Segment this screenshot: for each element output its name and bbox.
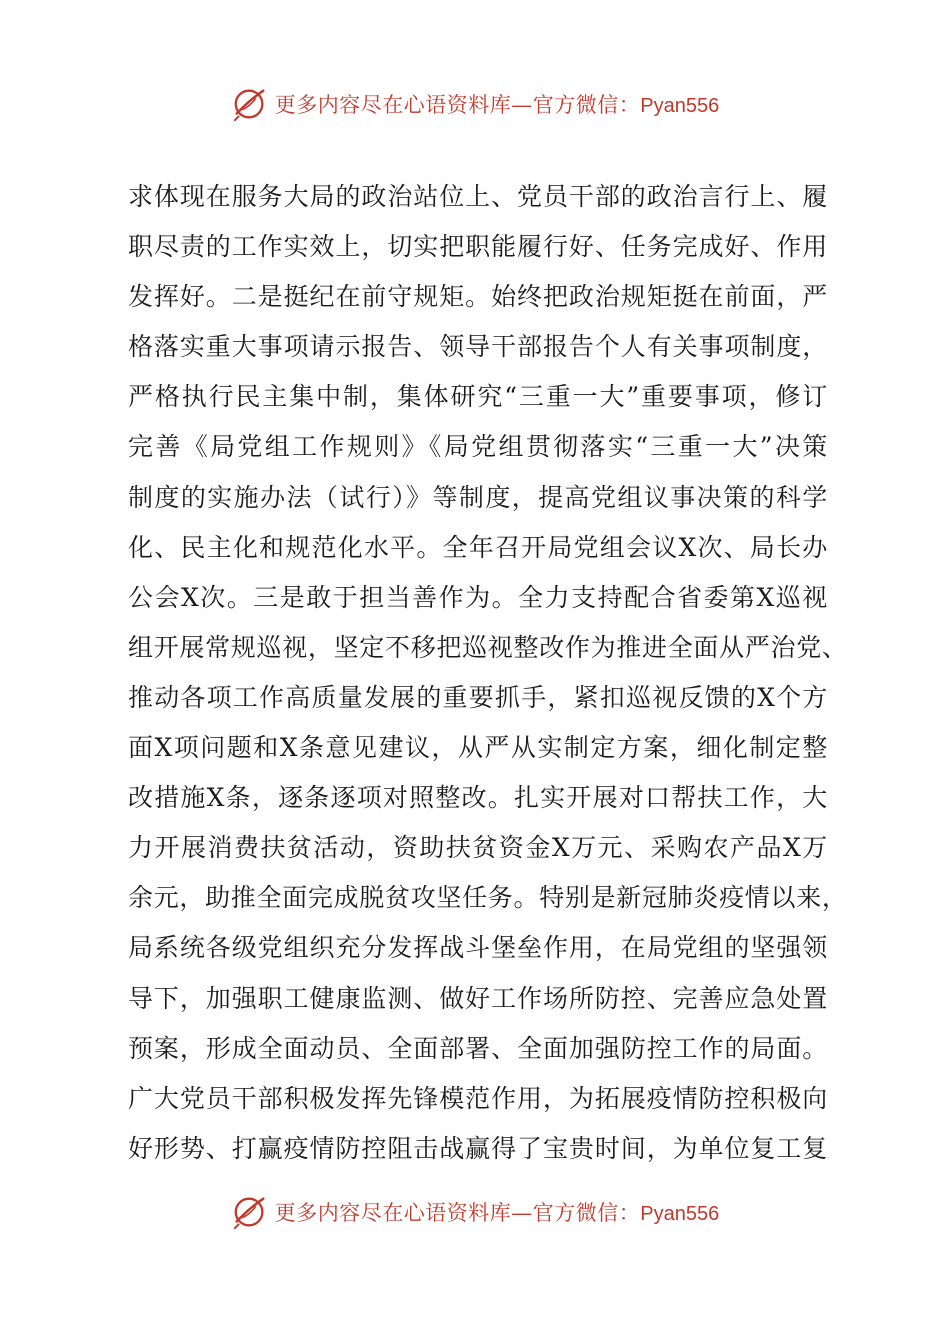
paragraph-line: 制度的实施办法（试行）》等制度，提高党组议事决策的科学 [128, 482, 828, 512]
paragraph-line: 格落实重大事项请示报告、领导干部报告个人有关事项制度， [128, 332, 828, 362]
paragraph-line: 职尽责的工作实效上，切实把职能履行好、任务完成好、作用 [128, 232, 828, 262]
watermark-text: 更多内容尽在心语资料库—官方微信：Pyan556 [274, 1201, 720, 1225]
header-watermark [0, 82, 950, 126]
paragraph-line: 化、民主化和规范化水平。全年召开局党组会议X次、局长办 [128, 532, 828, 562]
paragraph-line: 力开展消费扶贫活动，资助扶贫资金X万元、采购农产品X万 [128, 833, 828, 863]
paragraph-line: 导下，加强职工健康监测、做好工作场所防控、完善应急处置 [128, 983, 828, 1013]
paragraph-line: 推动各项工作高质量发展的重要抓手，紧扣巡视反馈的X个方 [128, 682, 828, 712]
quill-swirl-logo-icon [231, 85, 269, 123]
paragraph-line: 预案，形成全面动员、全面部署、全面加强防控工作的局面。 [128, 1033, 828, 1063]
paragraph-line: 完善《局党组工作规则》《局党组贯彻落实“三重一大”决策 [128, 432, 828, 462]
paragraph-line: 广大党员干部积极发挥先锋模范作用，为拓展疫情防控积极向 [128, 1083, 828, 1113]
paragraph-line: 求体现在服务大局的政治站位上、党员干部的政治言行上、履 [128, 182, 828, 211]
paragraph-line: 组开展常规巡视，坚定不移把巡视整改作为推进全面从严治党、 [128, 632, 848, 662]
paragraph-line: 局系统各级党组织充分发挥战斗堡垒作用，在局党组的坚强领 [128, 933, 828, 963]
footer-watermark [0, 1190, 950, 1234]
paragraph-line: 好形势、打赢疫情防控阻击战赢得了宝贵时间，为单位复工复 [128, 1133, 828, 1163]
paragraph-line: 发挥好。二是挺纪在前守规矩。始终把政治规矩挺在前面，严 [128, 282, 828, 312]
paragraph-line: 面X项问题和X条意见建议，从严从实制定方案，细化制定整 [128, 733, 828, 763]
paragraph-line: 公会X次。三是敢于担当善作为。全力支持配合省委第X巡视 [128, 582, 828, 612]
paragraph-line: 余元，助推全面完成脱贫攻坚任务。特别是新冠肺炎疫情以来， [128, 883, 848, 913]
paragraph-line: 改措施X条，逐条逐项对照整改。扎实开展对口帮扶工作，大 [128, 783, 828, 813]
quill-swirl-logo-icon [231, 1193, 269, 1231]
document-body [128, 172, 848, 1174]
watermark-text: 更多内容尽在心语资料库—官方微信：Pyan556 [274, 93, 720, 117]
paragraph-line: 严格执行民主集中制，集体研究“三重一大”重要事项，修订 [128, 382, 828, 412]
